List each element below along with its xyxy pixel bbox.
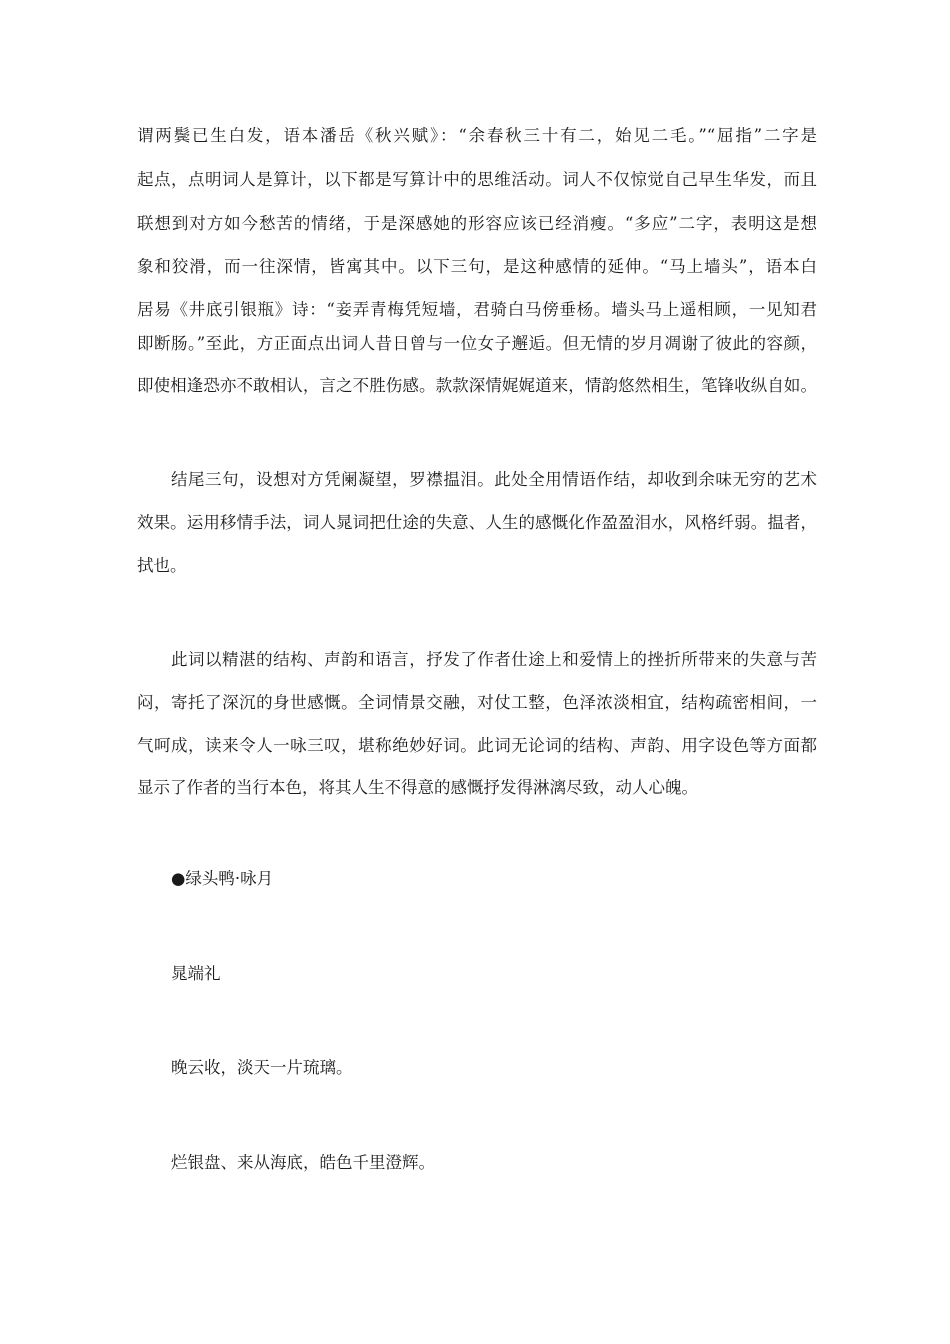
paragraph-1-line-7: 即使相逢恐亦不敢相认，言之不胜伤感。款款深情娓娓道来，情韵悠然相生，笔锋收纵自如。	[137, 376, 817, 395]
paragraph-3-line-3: 气呵成，读来令人一咏三叹，堪称绝妙好词。此词无论词的结构、声韵、用字设色等方面都	[137, 736, 817, 755]
paragraph-2-line-3: 拭也。	[137, 556, 187, 575]
paragraph-1-line-4: 象和狡滑，而一往深情，皆寓其中。以下三句，是这种感情的延伸。“马上墙头”，语本白	[137, 257, 817, 276]
poem-line-2: 烂银盘、来从海底，皓色千里澄辉。	[171, 1153, 435, 1172]
paragraph-1-line-5: 居易《井底引银瓶》诗：“妾弄青梅凭短墙，君骑白马傍垂杨。墙头马上遥相顾，一见知君	[137, 300, 817, 319]
poem-author: 晁端礼	[171, 964, 221, 983]
paragraph-2-line-2: 效果。运用移情手法，词人晁词把仕途的失意、人生的感慨化作盈盈泪水，风格纤弱。揾者，	[137, 513, 817, 532]
poem-title: ●绿头鸭·咏月	[171, 869, 274, 888]
paragraph-1-line-3: 联想到对方如今愁苦的情绪，于是深感她的形容应该已经消瘦。“多应”二字，表明这是想	[137, 214, 817, 233]
paragraph-2-line-1: 结尾三句，设想对方凭阑凝望，罗襟揾泪。此处全用情语作结，却收到余味无穷的艺术	[171, 470, 817, 489]
paragraph-3-line-2: 闷，寄托了深沉的身世感慨。全词情景交融，对仗工整，色泽浓淡相宜，结构疏密相间，一	[137, 693, 817, 712]
paragraph-1-line-1: 谓两鬓已生白发，语本潘岳《秋兴赋》：“余春秋三十有二，始见二毛。”“屈指”二字是	[137, 126, 817, 145]
paragraph-1-line-2: 起点，点明词人是算计，以下都是写算计中的思维活动。词人不仅惊觉自己早生华发，而且	[137, 170, 817, 189]
paragraph-1-line-6: 即断肠。”至此，方正面点出词人昔日曾与一位女子邂逅。但无情的岁月凋谢了彼此的容颜，	[137, 334, 817, 353]
paragraph-3-line-4: 显示了作者的当行本色，将其人生不得意的感慨抒发得淋漓尽致，动人心魄。	[137, 778, 698, 797]
poem-line-1: 晚云收，淡天一片琉璃。	[171, 1058, 353, 1077]
paragraph-3-line-1: 此词以精湛的结构、声韵和语言，抒发了作者仕途上和爱情上的挫折所带来的失意与苦	[171, 650, 817, 669]
